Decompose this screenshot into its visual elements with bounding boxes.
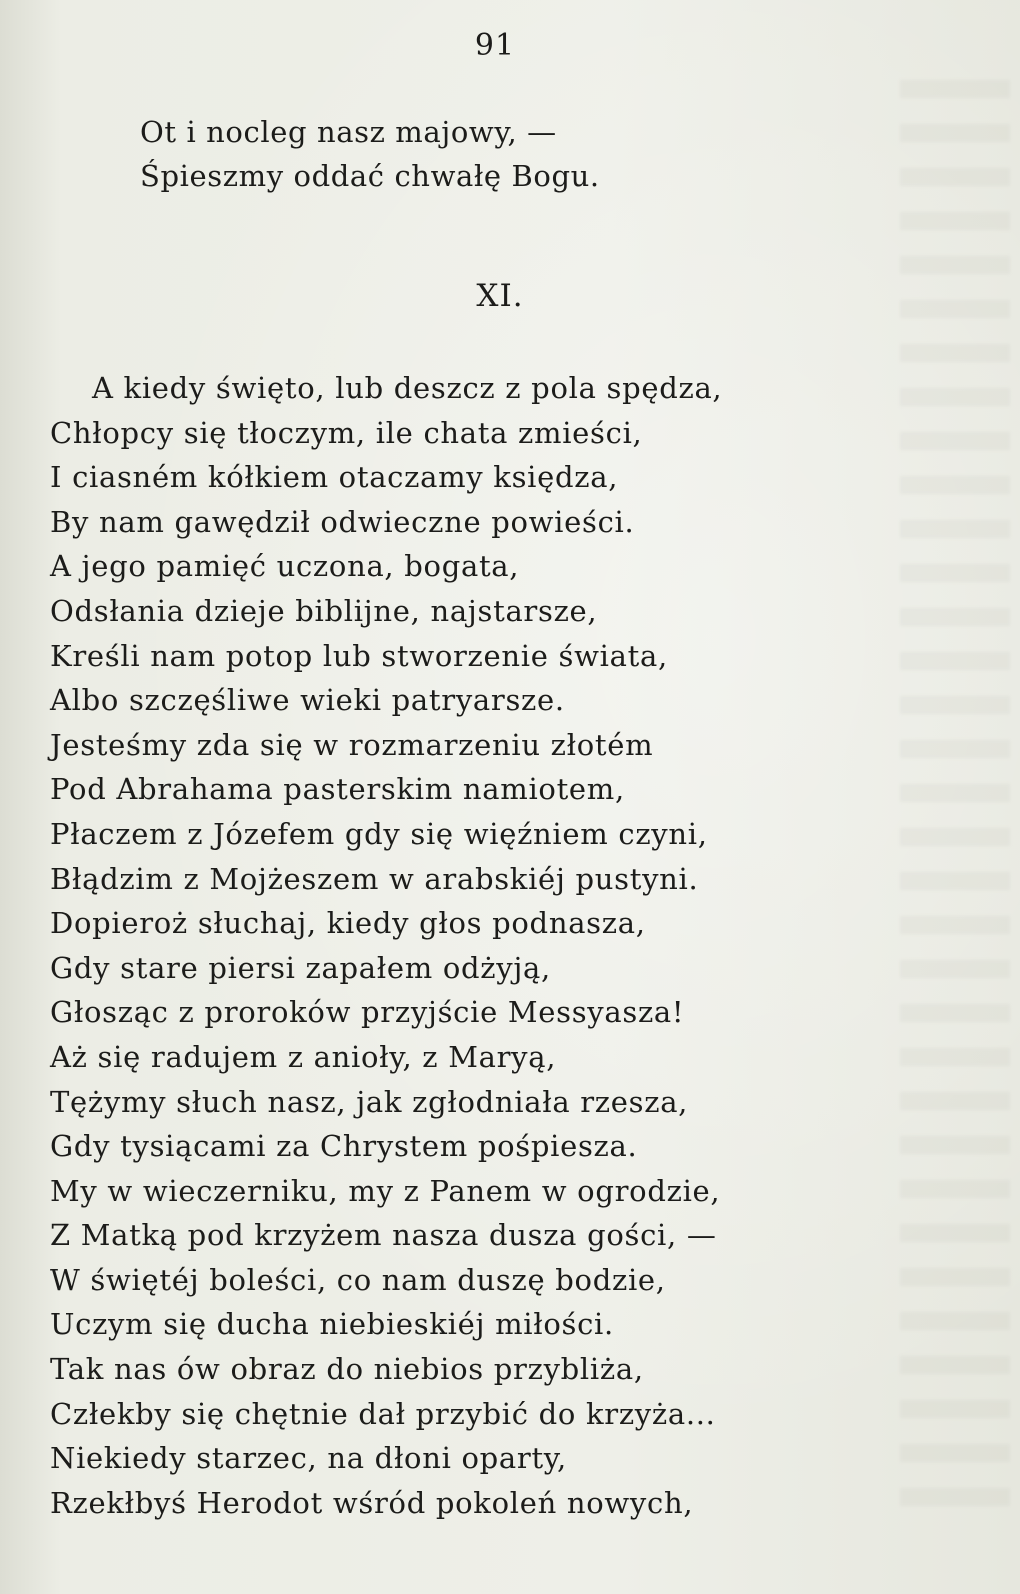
poem-line: Śpieszmy oddać chwałę Bogu. [140,159,600,193]
poem-line: Uczym się ducha niebieskiéj miłości. [50,1307,614,1342]
poem-line: Gdy tysiącami za Chrystem pośpiesza. [50,1129,638,1164]
poem-line: Głosząc z proroków przyjście Messyasza! [50,995,685,1030]
poem-line: A jego pamięć uczona, bogata, [50,549,520,584]
poem-line: Albo szczęśliwe wieki patryarsze. [50,683,565,718]
poem-line: Gdy stare piersi zapałem odżyją, [50,950,551,985]
poem-line: Rzekłbyś Herodot wśród pokoleń nowych, [50,1485,694,1520]
poem-line: Odsłania dzieje biblijne, najstarsze, [50,593,598,628]
poem-line: Pod Abrahama pasterskim namiotem, [50,772,625,807]
poem-line: My w wieczerniku, my z Panem w ogrodzie, [50,1173,721,1208]
poem-line: Kreśli nam potop lub stworzenie świata, [50,638,668,673]
poem-line: By nam gawędził odwieczne powieści. [50,504,635,539]
intro-stanza [140,110,840,198]
poem-body [50,366,910,1525]
poem-line: Tężymy słuch nasz, jak zgłodniała rzesza, [50,1084,689,1119]
poem-line: Płaczem z Józefem gdy się więźniem czyni, [50,816,708,851]
poem-line: I ciasném kółkiem otaczamy księdza, [50,460,619,495]
poem-line: Dopieroż słuchaj, kiedy głos podnasza, [50,906,646,941]
poem-line: Aż się radujem z anioły, z Maryą, [50,1039,557,1074]
page-number: 91 [474,28,516,63]
section-heading: XI. [476,278,524,314]
poem-line: Niekiedy starzec, na dłoni oparty, [50,1441,567,1476]
poem-line: Tak nas ów obraz do niebios przybliża, [50,1352,644,1387]
poem-line: Z Matką pod krzyżem nasza dusza gości, — [50,1218,717,1253]
poem-line: A kiedy święto, lub deszcz z pola spędza, [92,371,723,405]
poem-line: Jesteśmy zda się w rozmarzeniu złotém [50,727,654,762]
poem-line: W świętéj boleści, co nam duszę bodzie, [50,1262,666,1297]
poem-line: Ot i nocleg nasz majowy, — [140,115,557,149]
poem-line: Chłopcy się tłoczym, ile chata zmieści, [50,415,643,450]
poem-line: Człekby się chętnie dał przybić do krzyża... [50,1396,716,1431]
poem-line: Błądzim z Mojżeszem w arabskiéj pustyni. [50,861,699,896]
